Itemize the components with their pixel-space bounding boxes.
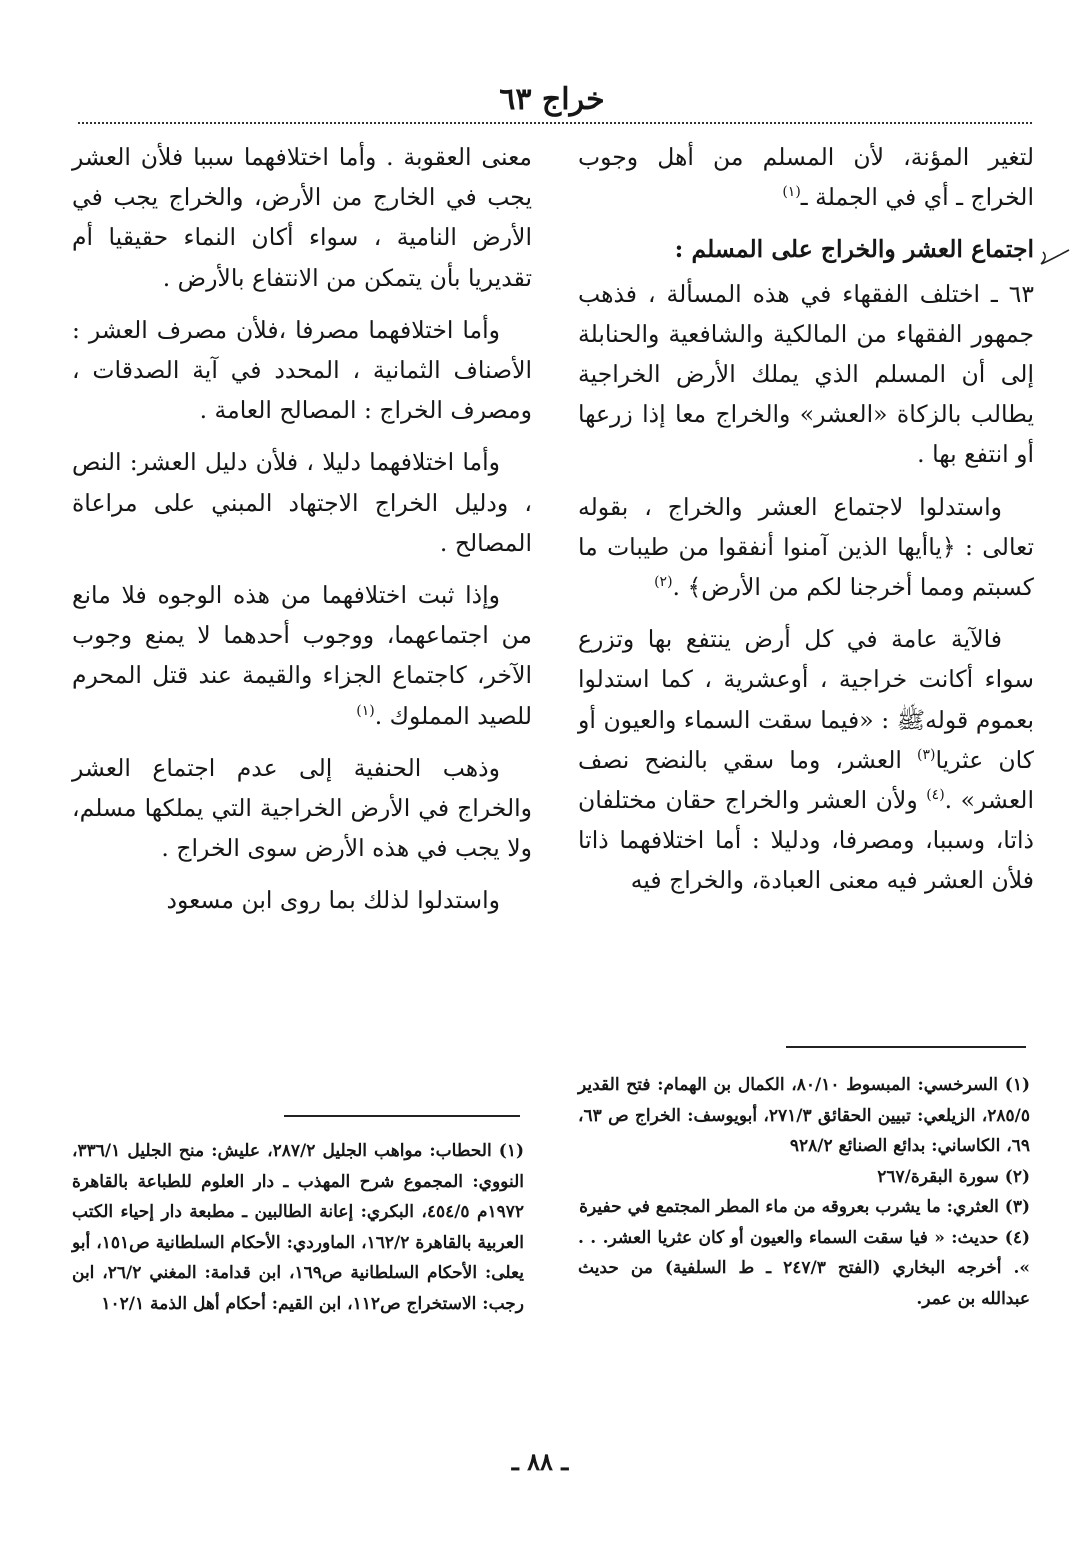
footnotes-left (72, 1136, 524, 1319)
paragraph-hanafi: وذهب الحنفية إلى عدم اجتماع العشر والخراج في الأرض الخراجية التي يملكها مسلم، ولا يجب في هذه الأرض سوى الخراج . (72, 753, 532, 863)
footnote-ref: (٤) (926, 787, 945, 804)
footnote: (١) السرخسي: المبسوط ٨٠/١٠، الكمال بن الهمام: فتح القدير ٢٨٥/٥، الزيلعي: تبيين الحقائق ٢٧١/٣، أبويوسف: الخراج ص ٦٣، ٦٩، الكاساني: بدائع الصنائع ٩٢٨/٢ (578, 1075, 1030, 1156)
footnote: (١) الحطاب: مواهب الجليل ٢٨٧/٢، عليش: منح الجليل ٣٣٦/١، النووي: المجموع شرح المهذب ـ دار العلوم للطباعة بالقاهرة ١٩٧٢م ٤٥٤/٥، البكري: إعانة الطالبين ـ مطبعة دار إحياء الكتب العربية بالقاهرة ١٦٢/٢، الماوردي: الأحكام السلطانية ص١٥١، أبو يعلى: الأحكام السلطانية ص١٦٩، ابن قدامة: المغني ٢٦/٢، ابن رجب: الاستخراج ص١١٢، ابن القيم: أحكام أهل الذمة ١٠٢/١ (72, 1141, 525, 1314)
footnote: (٤) حديث: « فيا سقت السماء والعيون أو كان عثريا العشر. . . ». أخرجه البخاري (الفتح ٢٤٧/٣ ـ ط السلفية) من حديث عبدالله بن عمر. (578, 1227, 1030, 1309)
paragraph-expenditure: وأما اختلافهما مصرفا ،فلأن مصرف العشر : الأصناف الثمانية ، المحدد في آية الصدقات ، ومصرف الخراج : المصالح العامة . (72, 315, 532, 425)
paragraph-cause: معنى العقوبة . وأما اختلافهما سببا فلأن العشر يجب في الخارج من الأرض، والخراج يجب في الأرض النامية ، سواء أكان النماء حقيقيا أم تقديريا بأن يتمكن من الانتفاع بالأرض . (72, 143, 532, 292)
footnote-ref: (٢) (654, 574, 673, 591)
left-column (72, 137, 532, 933)
running-header: خراج ٦٣ (499, 82, 605, 117)
page-number: ـ ٨٨ ـ (511, 1447, 569, 1476)
right-column (578, 137, 1034, 913)
paragraph-63: ٦٣ ـ اختلف الفقهاء في هذه المسألة ، فذهب جمهور الفقهاء من المالكية والشافعية والحنابلة إلى أن المسلم الذي يملك الأرض الخراجية يطالب بالزكاة «العشر» والخراج معا إذا زرعها أو انتفع بها . (578, 279, 1034, 469)
margin-check-mark (1037, 246, 1071, 266)
footnote-separator-left (284, 1115, 520, 1117)
paragraph-ibn-masud: واستدلوا لذلك بما روى ابن مسعود (166, 886, 500, 915)
verse-paragraph: فالآية عامة في كل أرض ينتفع بها وتزرع سواء أكانت خراجية ، أوعشرية ، كما استدلوا بعموم قولهﷺ : «فيما سقت السماء والعيون أو كان عثريا$^{(٣)}$ العشر، وما سقي بالنضح نصف العشر» .$^{(٤)}$ ولأن العشر والخراج حقان مختلفان ذاتا، وسببا، ومصرفا، ودليلا : أما اختلافهما ذاتا فلأن العشر فيه معنى العبادة، والخراج فيه (578, 625, 1034, 895)
footnotes-right (578, 1070, 1030, 1314)
footnote-ref: (٣) (917, 747, 936, 764)
section-heading: اجتماع العشر والخراج على المسلم : (674, 235, 1034, 264)
footnote-separator-right (786, 1046, 1026, 1048)
continuation-paragraph: لتغير المؤنة، لأن المسلم من أهل وجوب الخراج ـ أي في الجملة ـ$^{(١)}$ (578, 143, 1034, 212)
footnote-ref: (١) (782, 184, 801, 201)
footnote: (٢) سورة البقرة/٢٦٧ (877, 1166, 1030, 1187)
paragraph-evidence: وأما اختلافهما دليلا ، فلأن دليل العشر: النص ، ودليل الخراج الاجتهاد المبني على مراعاة المصالح . (72, 448, 532, 557)
header-dotted-rule (78, 122, 1032, 124)
footnote-ref: (١) (356, 702, 375, 719)
footnote: (٣) العثري: ما يشرب بعروقه من ماء المطر المجتمع في حفيرة (579, 1197, 1030, 1217)
evidence-paragraph: واستدلوا لاجتماع العشر والخراج ، بقوله تعالى : ﴿ياأيها الذين آمنوا أنفقوا من طيبات ما كسبتم ومما أخرجنا لكم من الأرض﴾ .$^{(٢)}$ (578, 492, 1034, 602)
paragraph-conclusion: وإذا ثبت اختلافهما من هذه الوجوه فلا مانع من اجتماعهما، ووجوب أحدهما لا يمنع وجوب الآخر، كاجتماع الجزاء والقيمة عند قتل المحرم للصيد المملوك .$^{(١)}$ (72, 581, 532, 730)
